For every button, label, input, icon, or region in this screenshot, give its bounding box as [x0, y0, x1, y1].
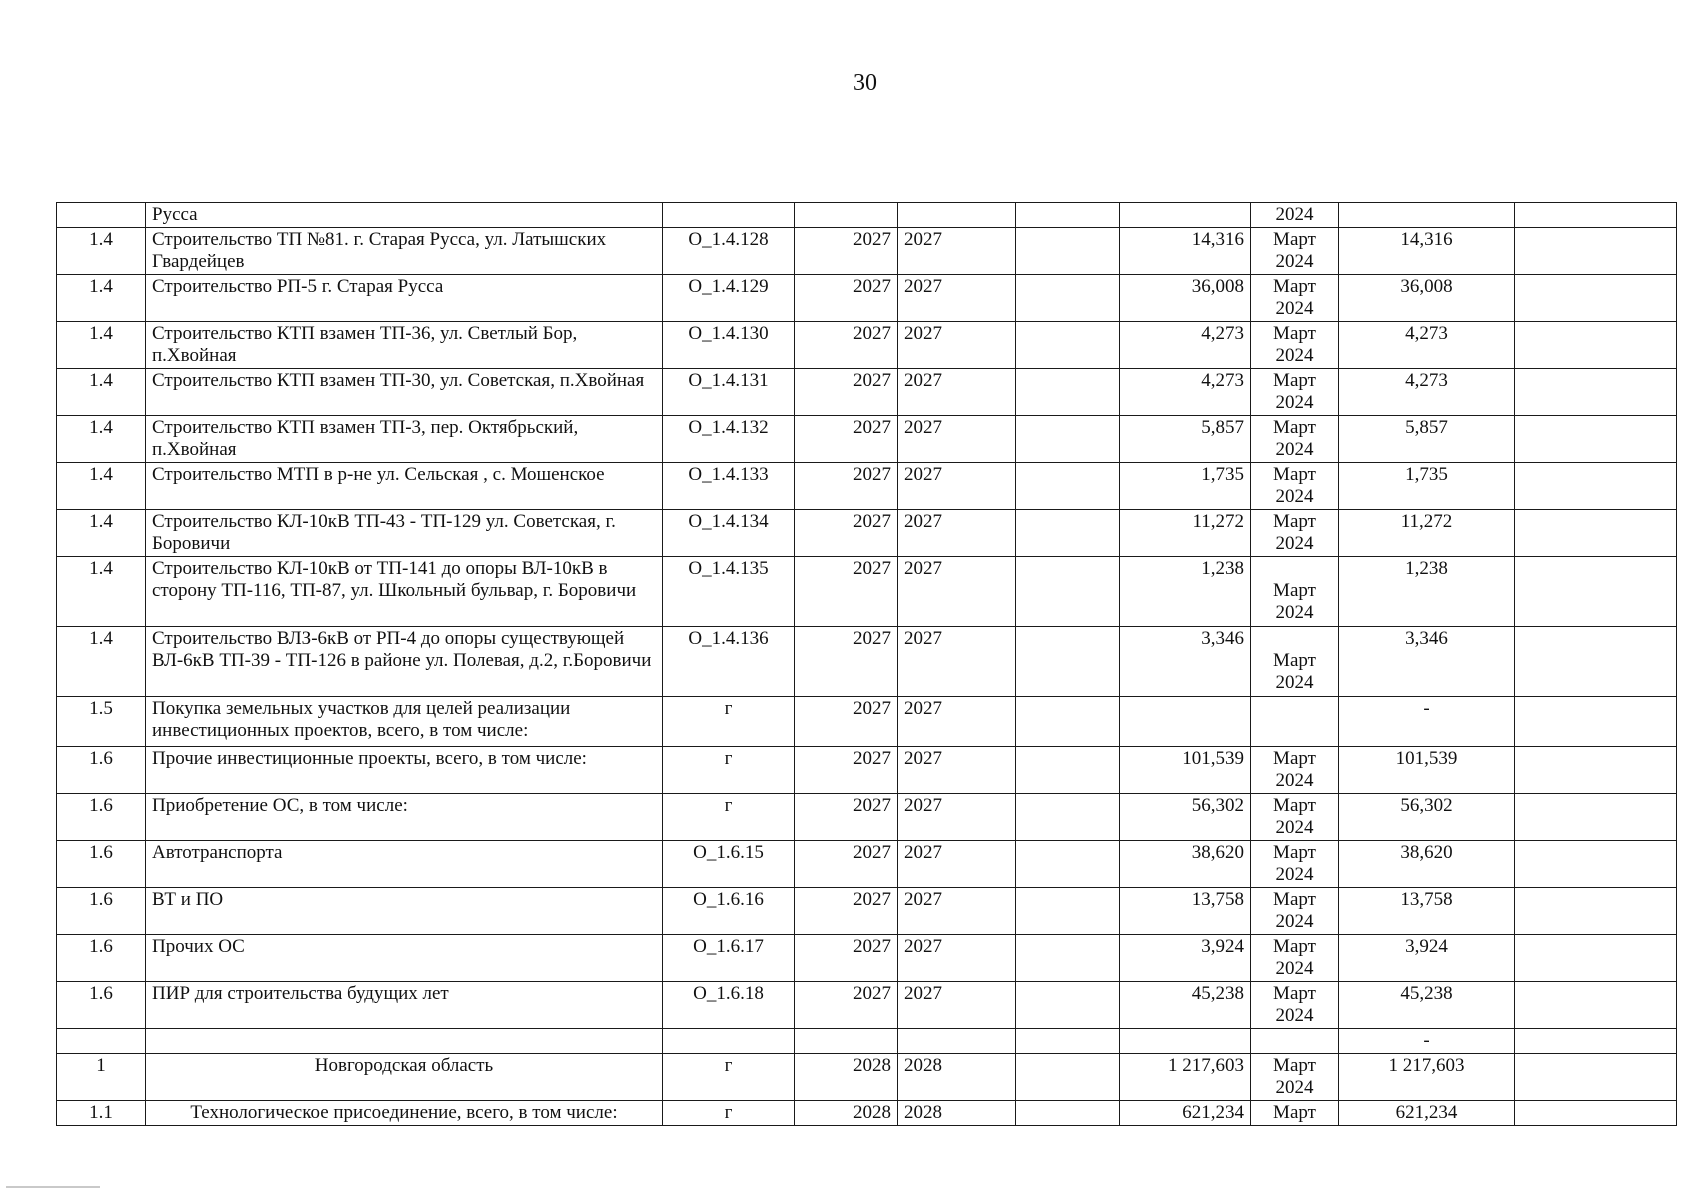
row-extra	[1515, 982, 1677, 1029]
row-month	[1251, 982, 1339, 1029]
row-name: Покупка земельных участков для целей реализации инвестиционных проектов, всего, в том числе:	[146, 697, 663, 747]
row-year-start: 2027	[795, 228, 898, 275]
row-year-end: 2027	[898, 982, 1016, 1029]
month-line: Март	[1273, 464, 1316, 485]
month-line: Март	[1273, 580, 1316, 601]
row-name: Строительство КЛ-10кВ от ТП-141 до опоры ВЛ-10кВ в сторону ТП-116, ТП-87, ул. Школьный бульвар, г. Боровичи	[146, 557, 663, 627]
month-line: 2024	[1275, 439, 1314, 460]
row-number: 1.6	[57, 982, 146, 1029]
table-row	[57, 1054, 1677, 1101]
row-blank	[1016, 463, 1120, 510]
row-blank	[1016, 275, 1120, 322]
month-line: Март	[1273, 842, 1316, 863]
row-code: О_1.4.134	[663, 510, 795, 557]
row-cost: 3,924	[1120, 935, 1251, 982]
row-year-start: 2027	[795, 697, 898, 747]
row-extra	[1515, 557, 1677, 627]
row-blank	[1016, 557, 1120, 627]
month-line: 2024	[1275, 392, 1314, 413]
row-code: г	[663, 697, 795, 747]
row-name: Строительство КТП взамен ТП-36, ул. Светлый Бор, п.Хвойная	[146, 322, 663, 369]
table-row	[57, 935, 1677, 982]
month-line: 2024	[1275, 770, 1314, 791]
row-number	[57, 1029, 146, 1054]
row-cost: 56,302	[1120, 794, 1251, 841]
row-cost: 1,238	[1120, 557, 1251, 627]
row-cost: 621,234	[1120, 1101, 1251, 1126]
row-year-start: 2027	[795, 369, 898, 416]
row-extra	[1515, 1029, 1677, 1054]
row-blank	[1016, 982, 1120, 1029]
row-year-start: 2027	[795, 841, 898, 888]
row-year-end: 2027	[898, 888, 1016, 935]
row-year-start: 2027	[795, 557, 898, 627]
row-code: г	[663, 1101, 795, 1126]
row-name: Строительство КТП взамен ТП-30, ул. Советская, п.Хвойная	[146, 369, 663, 416]
row-blank	[1016, 1054, 1120, 1101]
row-number: 1	[57, 1054, 146, 1101]
row-blank	[1016, 416, 1120, 463]
row-year-start: 2027	[795, 627, 898, 697]
row-extra	[1515, 275, 1677, 322]
row-value: 45,238	[1339, 982, 1515, 1029]
row-year-end: 2027	[898, 416, 1016, 463]
row-value: 5,857	[1339, 416, 1515, 463]
row-code: О_1.4.135	[663, 557, 795, 627]
row-extra	[1515, 463, 1677, 510]
month-line: Март	[1273, 983, 1316, 1004]
row-extra	[1515, 627, 1677, 697]
month-line: Март	[1273, 936, 1316, 957]
row-year-start: 2027	[795, 322, 898, 369]
row-blank	[1016, 369, 1120, 416]
row-year-end: 2027	[898, 627, 1016, 697]
row-name: Строительство КЛ-10кВ ТП-43 - ТП-129 ул. Советская, г. Боровичи	[146, 510, 663, 557]
row-month	[1251, 1101, 1339, 1126]
row-year-end: 2027	[898, 463, 1016, 510]
month-line: Март	[1273, 795, 1316, 816]
row-cost: 4,273	[1120, 322, 1251, 369]
row-number: 1.4	[57, 228, 146, 275]
row-number: 1.4	[57, 322, 146, 369]
row-blank	[1016, 203, 1120, 228]
row-name: Строительство ВЛЗ-6кВ от РП-4 до опоры существующей ВЛ-6кВ ТП-39 - ТП-126 в районе ул. Полевая, д.2, г.Боровичи	[146, 627, 663, 697]
row-extra	[1515, 1101, 1677, 1126]
row-blank	[1016, 841, 1120, 888]
row-number: 1.4	[57, 369, 146, 416]
month-line: 2024	[1275, 1077, 1314, 1098]
row-cost: 3,346	[1120, 627, 1251, 697]
row-year-end	[898, 1029, 1016, 1054]
table-row	[57, 1029, 1677, 1054]
row-code: О_1.4.132	[663, 416, 795, 463]
row-name: Новгородская область	[146, 1054, 663, 1101]
row-year-end: 2028	[898, 1054, 1016, 1101]
table-row	[57, 203, 1677, 228]
row-number: 1.6	[57, 888, 146, 935]
row-name: Прочих ОС	[146, 935, 663, 982]
table-row	[57, 841, 1677, 888]
row-extra	[1515, 794, 1677, 841]
table-row	[57, 416, 1677, 463]
row-number: 1.4	[57, 557, 146, 627]
month-line: Март	[1273, 276, 1316, 297]
table-row	[57, 627, 1677, 697]
month-line: 2024	[1275, 1005, 1314, 1026]
row-extra	[1515, 510, 1677, 557]
month-line: 2024	[1275, 251, 1314, 272]
row-year-start: 2028	[795, 1101, 898, 1126]
row-value: 101,539	[1339, 747, 1515, 794]
month-line: 2024	[1275, 958, 1314, 979]
row-blank	[1016, 888, 1120, 935]
table-row	[57, 747, 1677, 794]
row-year-end: 2027	[898, 794, 1016, 841]
row-year-start: 2027	[795, 275, 898, 322]
row-number: 1.4	[57, 510, 146, 557]
row-month	[1251, 557, 1339, 627]
row-code: О_1.6.15	[663, 841, 795, 888]
row-year-end: 2027	[898, 935, 1016, 982]
row-code: г	[663, 794, 795, 841]
month-line: Март	[1273, 650, 1316, 671]
row-year-end: 2027	[898, 747, 1016, 794]
row-cost: 1,735	[1120, 463, 1251, 510]
row-name: Технологическое присоединение, всего, в том числе:	[146, 1101, 663, 1126]
row-year-end: 2027	[898, 322, 1016, 369]
row-name: Прочие инвестиционные проекты, всего, в том числе:	[146, 747, 663, 794]
row-code: О_1.6.16	[663, 888, 795, 935]
row-month	[1251, 510, 1339, 557]
row-year-start: 2027	[795, 935, 898, 982]
row-year-start: 2027	[795, 747, 898, 794]
row-extra	[1515, 203, 1677, 228]
month-line: Март	[1273, 748, 1316, 769]
row-value: 4,273	[1339, 322, 1515, 369]
row-code: О_1.4.136	[663, 627, 795, 697]
row-month	[1251, 697, 1339, 747]
row-value: -	[1339, 697, 1515, 747]
row-cost	[1120, 1029, 1251, 1054]
month-line: 2024	[1275, 298, 1314, 319]
table-row	[57, 794, 1677, 841]
row-code: О_1.4.133	[663, 463, 795, 510]
row-cost: 13,758	[1120, 888, 1251, 935]
table-row	[57, 557, 1677, 627]
row-code: О_1.4.130	[663, 322, 795, 369]
month-line: 2024	[1275, 345, 1314, 366]
row-blank	[1016, 510, 1120, 557]
row-name: Русса	[146, 203, 663, 228]
row-number: 1.4	[57, 627, 146, 697]
month-line: Март	[1273, 370, 1316, 391]
row-blank	[1016, 1101, 1120, 1126]
row-name: Строительство КТП взамен ТП-3, пер. Октябрьский, п.Хвойная	[146, 416, 663, 463]
row-month	[1251, 794, 1339, 841]
month-line: Март	[1273, 323, 1316, 344]
row-blank	[1016, 627, 1120, 697]
row-cost: 45,238	[1120, 982, 1251, 1029]
row-cost: 1 217,603	[1120, 1054, 1251, 1101]
row-blank	[1016, 697, 1120, 747]
row-year-start	[795, 1029, 898, 1054]
month-line: 2024	[1275, 204, 1314, 225]
row-year-end: 2027	[898, 697, 1016, 747]
table-row	[57, 888, 1677, 935]
row-name: Строительство РП-5 г. Старая Русса	[146, 275, 663, 322]
row-year-end: 2028	[898, 1101, 1016, 1126]
row-value: 38,620	[1339, 841, 1515, 888]
month-line: 2024	[1275, 486, 1314, 507]
row-code	[663, 1029, 795, 1054]
row-year-start: 2027	[795, 794, 898, 841]
row-value: 621,234	[1339, 1101, 1515, 1126]
row-value: 1 217,603	[1339, 1054, 1515, 1101]
row-value: 56,302	[1339, 794, 1515, 841]
row-number: 1.4	[57, 416, 146, 463]
row-number: 1.1	[57, 1101, 146, 1126]
row-cost: 4,273	[1120, 369, 1251, 416]
month-line: 2024	[1275, 672, 1314, 693]
row-name: ПИР для строительства будущих лет	[146, 982, 663, 1029]
month-line: 2024	[1275, 864, 1314, 885]
row-name: ВТ и ПО	[146, 888, 663, 935]
row-name: Автотранспорта	[146, 841, 663, 888]
row-code: О_1.6.17	[663, 935, 795, 982]
row-cost: 11,272	[1120, 510, 1251, 557]
row-year-end: 2027	[898, 369, 1016, 416]
row-month	[1251, 369, 1339, 416]
row-value: 36,008	[1339, 275, 1515, 322]
month-line: 2024	[1275, 817, 1314, 838]
row-year-end: 2027	[898, 841, 1016, 888]
month-line	[1257, 628, 1332, 650]
row-cost: 36,008	[1120, 275, 1251, 322]
table-row	[57, 322, 1677, 369]
row-cost	[1120, 203, 1251, 228]
table-row	[57, 369, 1677, 416]
row-cost: 5,857	[1120, 416, 1251, 463]
row-value: 13,758	[1339, 888, 1515, 935]
month-line: Март	[1273, 511, 1316, 532]
row-value: 1,735	[1339, 463, 1515, 510]
row-value: 1,238	[1339, 557, 1515, 627]
row-cost: 14,316	[1120, 228, 1251, 275]
row-number: 1.6	[57, 841, 146, 888]
row-code: О_1.4.131	[663, 369, 795, 416]
table-row	[57, 697, 1677, 747]
row-cost: 38,620	[1120, 841, 1251, 888]
row-number: 1.6	[57, 747, 146, 794]
row-extra	[1515, 697, 1677, 747]
row-value: 14,316	[1339, 228, 1515, 275]
row-year-start: 2028	[795, 1054, 898, 1101]
row-extra	[1515, 228, 1677, 275]
row-number: 1.6	[57, 794, 146, 841]
row-number: 1.4	[57, 275, 146, 322]
row-name	[146, 1029, 663, 1054]
month-line: 2024	[1275, 911, 1314, 932]
row-blank	[1016, 1029, 1120, 1054]
month-line: Март	[1273, 889, 1316, 910]
row-name: Строительство ТП №81. г. Старая Русса, ул. Латышских Гвардейцев	[146, 228, 663, 275]
row-code	[663, 203, 795, 228]
row-month	[1251, 841, 1339, 888]
row-month	[1251, 416, 1339, 463]
month-line: Март	[1273, 1102, 1316, 1123]
row-month	[1251, 1054, 1339, 1101]
row-month	[1251, 747, 1339, 794]
row-number: 1.4	[57, 463, 146, 510]
row-extra	[1515, 888, 1677, 935]
row-code: О_1.6.18	[663, 982, 795, 1029]
row-extra	[1515, 1054, 1677, 1101]
row-year-start: 2027	[795, 463, 898, 510]
month-line: Март	[1273, 1055, 1316, 1076]
row-code: О_1.4.129	[663, 275, 795, 322]
table-row	[57, 510, 1677, 557]
row-cost	[1120, 697, 1251, 747]
row-blank	[1016, 322, 1120, 369]
month-line: Март	[1273, 417, 1316, 438]
row-blank	[1016, 747, 1120, 794]
row-blank	[1016, 794, 1120, 841]
row-year-start: 2027	[795, 888, 898, 935]
row-month	[1251, 888, 1339, 935]
table-row	[57, 1101, 1677, 1126]
row-year-start: 2027	[795, 982, 898, 1029]
row-extra	[1515, 416, 1677, 463]
row-value	[1339, 203, 1515, 228]
row-year-end: 2027	[898, 557, 1016, 627]
investment-table	[56, 202, 1677, 1126]
table-body	[57, 203, 1677, 1126]
row-value: 3,924	[1339, 935, 1515, 982]
row-month	[1251, 463, 1339, 510]
row-code: О_1.4.128	[663, 228, 795, 275]
row-number: 1.5	[57, 697, 146, 747]
row-month	[1251, 275, 1339, 322]
row-month	[1251, 203, 1339, 228]
month-line	[1257, 558, 1332, 580]
row-value: 11,272	[1339, 510, 1515, 557]
table-row	[57, 275, 1677, 322]
row-extra	[1515, 935, 1677, 982]
table-row	[57, 228, 1677, 275]
row-year-end: 2027	[898, 275, 1016, 322]
row-code: г	[663, 747, 795, 794]
row-month	[1251, 228, 1339, 275]
row-year-start: 2027	[795, 510, 898, 557]
row-value: -	[1339, 1029, 1515, 1054]
table-row	[57, 463, 1677, 510]
month-line: 2024	[1275, 533, 1314, 554]
row-number: 1.6	[57, 935, 146, 982]
month-line: Март	[1273, 229, 1316, 250]
scan-artifact-line	[6, 1186, 100, 1188]
row-month	[1251, 322, 1339, 369]
row-year-end: 2027	[898, 510, 1016, 557]
row-number	[57, 203, 146, 228]
row-year-start: 2027	[795, 416, 898, 463]
page-number: 30	[853, 70, 877, 96]
row-value: 3,346	[1339, 627, 1515, 697]
row-year-end	[898, 203, 1016, 228]
row-year-end: 2027	[898, 228, 1016, 275]
row-month	[1251, 935, 1339, 982]
row-blank	[1016, 228, 1120, 275]
row-code: г	[663, 1054, 795, 1101]
row-blank	[1016, 935, 1120, 982]
row-extra	[1515, 322, 1677, 369]
row-extra	[1515, 369, 1677, 416]
row-year-start	[795, 203, 898, 228]
row-month	[1251, 627, 1339, 697]
row-cost: 101,539	[1120, 747, 1251, 794]
row-extra	[1515, 747, 1677, 794]
row-value: 4,273	[1339, 369, 1515, 416]
row-name: Строительство МТП в р-не ул. Сельская , с. Мошенское	[146, 463, 663, 510]
month-line: 2024	[1275, 602, 1314, 623]
row-month	[1251, 1029, 1339, 1054]
row-extra	[1515, 841, 1677, 888]
table-row	[57, 982, 1677, 1029]
row-name: Приобретение ОС, в том числе:	[146, 794, 663, 841]
